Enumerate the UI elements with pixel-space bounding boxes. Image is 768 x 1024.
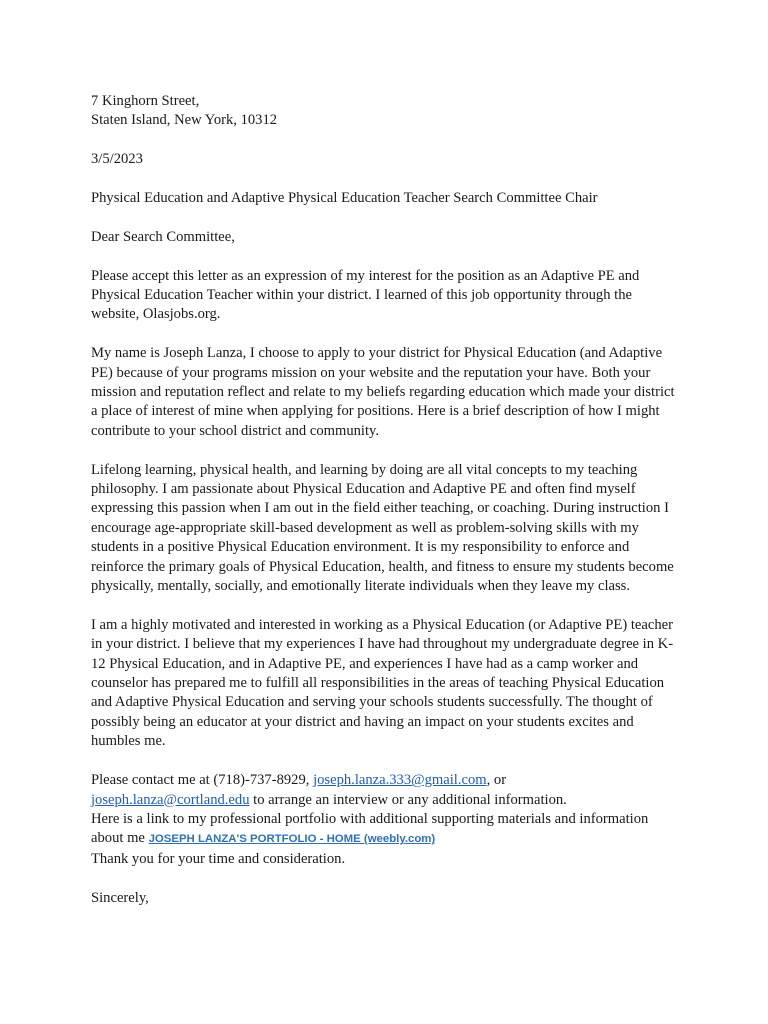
salutation: Dear Search Committee,	[91, 228, 235, 245]
thanks-line: Thank you for your time and consideration.	[91, 850, 346, 867]
portfolio-text: Here is a link to my professional portfolio with additional supporting materials and information about me	[91, 810, 649, 847]
portfolio-link[interactable]: JOSEPH LANZA'S PORTFOLIO - HOME (weebly.com)	[148, 833, 436, 846]
body-paragraph-1: Please accept this letter as an expression of my interest for the position as an Adaptive PE and Physical Education Teacher within your district. I learned of this job opportunity through the website, Olasjobs.org.	[91, 267, 640, 323]
body-paragraph-2: My name is Joseph Lanza, I choose to apply to your district for Physical Education (and Adaptive PE) because of your programs mission on your website and the reputation your have. Both your mission and reputation reflect and relate to my beliefs regarding education which made your district a place of interest of mine when applying for positions. Here is a brief description of how I might contribute to your school district and community.	[91, 345, 675, 439]
email-link-cortland[interactable]: joseph.lanza@cortland.edu	[91, 791, 250, 808]
contact-intro: Please contact me at (718)-737-8929,	[91, 772, 314, 789]
contact-or: , or	[486, 772, 507, 789]
body-paragraph-3: Lifelong learning, physical health, and learning by doing are all vital concepts to my teaching philosophy. I am passionate about Physical Education and Adaptive PE and often find myself expressing this passion when I am out in the field either teaching, or coaching. During instruction I encourage age-appropriate skill-based development as well as problem-solving skills with my students in a positive Physical Education environment. It is my responsibility to enforce and reinforce the primary goals of Physical Education, health, and fitness to ensure my students become physically, mentally, socially, and emotionally literate individuals when they leave my class.	[91, 461, 674, 595]
cover-letter	[91, 92, 681, 927]
contact-block	[91, 771, 681, 869]
contact-arrange: to arrange an interview or any additional information.	[249, 791, 567, 808]
email-link-gmail[interactable]: joseph.lanza.333@gmail.com	[313, 772, 487, 789]
portfolio-line	[91, 810, 681, 850]
address-street: 7 Kinghorn Street,	[91, 93, 200, 109]
recipient-line: Physical Education and Adaptive Physical Education Teacher Search Committee Chair	[91, 190, 598, 206]
body-paragraph-4: I am a highly motivated and interested in working as a Physical Education (or Adaptive PE) teacher in your district. I believe that my experiences I have had throughout my undergraduate degree in K-12 Physical Education, and in Adaptive PE, and experiences I have had as a camp worker and counselor has prepared me to fulfill all responsibilities in the areas of teaching Physical Education and Adaptive Physical Education and serving your schools students successfully. The thought of possibly being an educator at your district and having an impact on your students excites and humbles me.	[91, 616, 674, 750]
sender-address	[91, 92, 681, 131]
letter-date: 3/5/2023	[91, 151, 143, 168]
contact-line-2	[91, 791, 681, 810]
address-city: Staten Island, New York, 10312	[91, 112, 278, 129]
closing: Sincerely,	[91, 889, 149, 906]
